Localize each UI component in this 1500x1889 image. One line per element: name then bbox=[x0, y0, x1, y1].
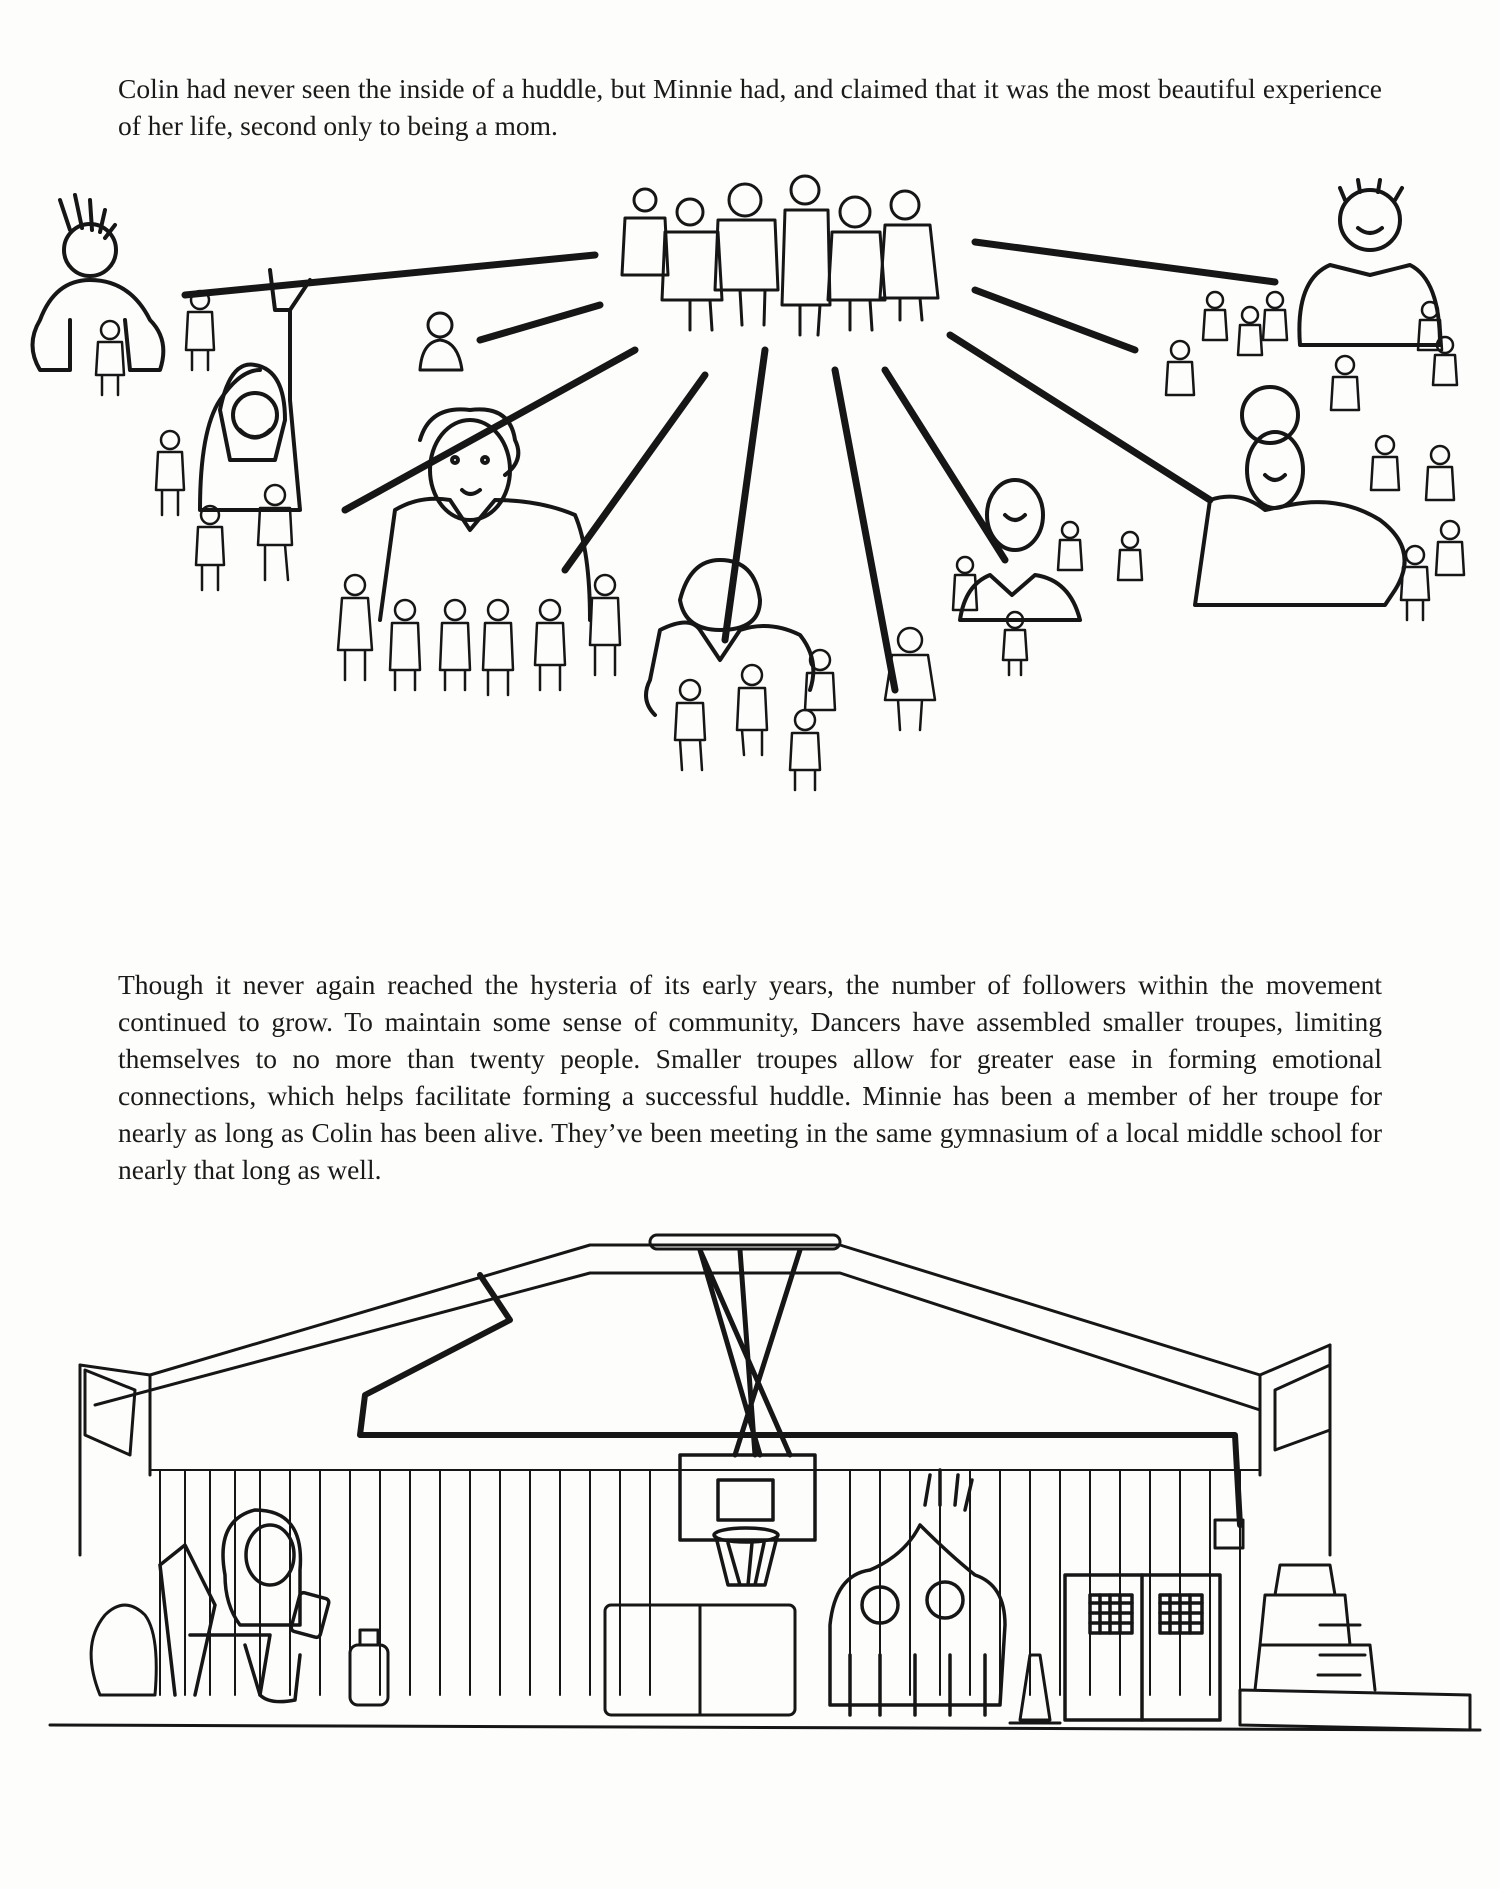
stacked-mats bbox=[1240, 1565, 1470, 1730]
gym-huddle-group bbox=[830, 1470, 1005, 1715]
narration-paragraph-2: Though it never again reached the hysteria of its early years, the number of followers within the movement continued to grow. To maintain some sense of community, Dancers have assembled smaller troupes, limiting themselves to no more than twenty people. Smaller troupes allow for greater ease in forming emotional connections, which helps facilitate forming a successful huddle. Minnie has been a member of her troupe for nearly as long as Colin has been alive. They’ve been meeting in the same gymnasium of a local middle school for nearly that long as well. bbox=[118, 969, 1382, 1185]
guitar-case bbox=[91, 1605, 156, 1695]
lone-figure bbox=[420, 313, 462, 370]
bald-figure bbox=[960, 480, 1080, 620]
wall-slats bbox=[150, 1470, 1260, 1695]
traffic-cone bbox=[1010, 1655, 1060, 1723]
gym-doors bbox=[1065, 1575, 1220, 1720]
bun-hair-figure bbox=[1195, 387, 1405, 605]
waving-figure bbox=[200, 270, 310, 510]
big-face-figure bbox=[380, 409, 590, 620]
gymnasium-illustration bbox=[0, 1225, 1500, 1765]
central-huddle-group bbox=[622, 176, 938, 335]
radiating-lines bbox=[185, 242, 1275, 690]
backboard bbox=[680, 1455, 815, 1585]
hoop-supports bbox=[700, 1250, 800, 1455]
narration-paragraph-1: Colin had never seen the inside of a huddle, but Minnie had, and claimed that it was the most beautiful experience of her life, second only to being a mom. bbox=[118, 73, 1382, 141]
gym-pipe bbox=[360, 1275, 1240, 1525]
troupe-top-right bbox=[1166, 292, 1457, 410]
troupe-center-left bbox=[338, 575, 620, 695]
gym-roof bbox=[80, 1235, 1330, 1555]
huddle-troupes-illustration bbox=[0, 170, 1500, 930]
water-bottle bbox=[350, 1630, 388, 1705]
troupe-right-center bbox=[953, 522, 1142, 675]
wall-pads bbox=[605, 1605, 795, 1715]
troupe-right bbox=[1371, 436, 1464, 620]
